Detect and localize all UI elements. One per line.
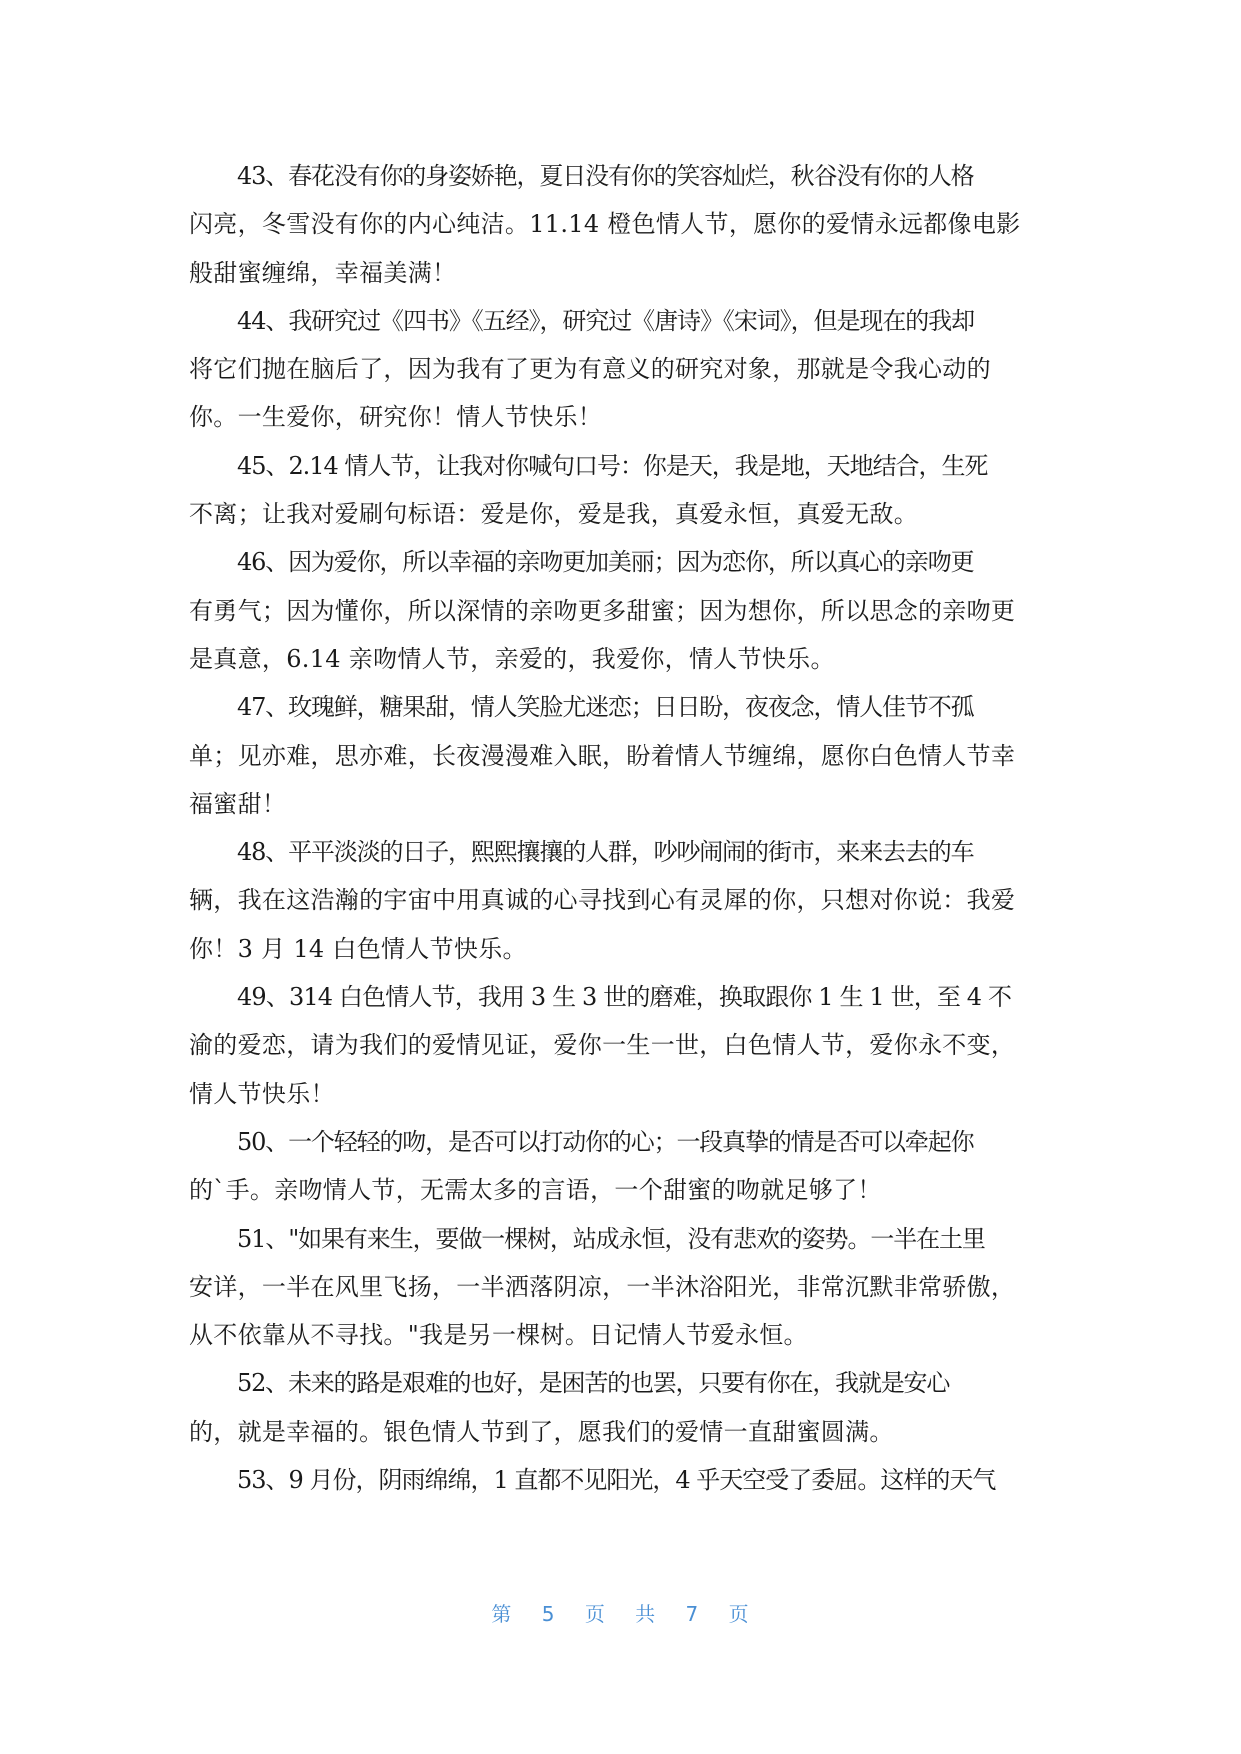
paragraph-53 (189, 1456, 1059, 1504)
text-line: 52、未来的路是艰难的也好，是困苦的也罢，只要有你在，我就是安心 (237, 1369, 950, 1398)
text-line: 的`手。亲吻情人节，无需太多的言语，一个甜蜜的吻就足够了！ (189, 1176, 882, 1205)
text-line: 般甜蜜缠绵，幸福美满！ (189, 258, 457, 287)
paragraph-52 (189, 1359, 1059, 1456)
paragraph-46 (189, 538, 1059, 683)
text-line: 渝的爱恋，请为我们的爱情见证，爱你一生一世，白色情人节，爱你永不变， (189, 1031, 1016, 1060)
text-line: 不离；让我对爱刷句标语：爱是你，爱是我，真爱永恒，真爱无敌。 (189, 500, 918, 529)
text-line: 安详，一半在风里飞扬，一半洒落阴凉，一半沐浴阳光，非常沉默非常骄傲， (189, 1272, 1016, 1301)
paragraph-44 (189, 297, 1059, 442)
paragraph-48 (189, 828, 1059, 973)
text-line: 51、"如果有来生，要做一棵树，站成永恒，没有悲欢的姿势。一半在土里 (237, 1224, 985, 1253)
text-line: 的，就是幸福的。银色情人节到了，愿我们的爱情一直甜蜜圆满。 (189, 1417, 894, 1446)
text-line: 50、一个轻轻的吻，是否可以打动你的心；一段真挚的情是否可以牵起你 (237, 1127, 974, 1156)
text-line: 辆，我在这浩瀚的宇宙中用真诚的心寻找到心有灵犀的你，只想对你说：我爱 (189, 886, 1016, 915)
paragraph-51 (189, 1215, 1059, 1360)
text-line: 从不依靠从不寻找。"我是另一棵树。日记情人节爱永恒。 (189, 1321, 808, 1350)
text-line: 情人节快乐！ (189, 1079, 335, 1108)
paragraph-43 (189, 152, 1059, 297)
page-number-footer: 第 5 页 共 7 页 (491, 1602, 750, 1626)
text-line: 46、因为爱你，所以幸福的亲吻更加美丽；因为恋你，所以真心的亲吻更 (237, 548, 974, 577)
document-body (189, 152, 1059, 1504)
text-line: 45、2.14 情人节，让我对你喊句口号：你是天，我是地，天地结合，生死 (237, 451, 988, 480)
text-line: 是真意，6.14 亲吻情人节，亲爱的，我爱你，情人节快乐。 (189, 644, 835, 673)
paragraph-50 (189, 1118, 1059, 1215)
paragraph-47 (189, 683, 1059, 828)
text-line: 48、平平淡淡的日子，熙熙攘攘的人群，吵吵闹闹的街市，来来去去的车 (237, 838, 974, 867)
text-line: 将它们抛在脑后了，因为我有了更为有意义的研究对象，那就是令我心动的 (189, 355, 991, 384)
paragraph-49 (189, 973, 1059, 1118)
text-line: 44、我研究过《四书》《五经》，研究过《唐诗》《宋词》，但是现在的我却 (237, 306, 975, 335)
text-line: 单；见亦难，思亦难，长夜漫漫难入眠，盼着情人节缠绵，愿你白色情人节幸 (189, 741, 1016, 770)
text-line: 你。一生爱你，研究你！情人节快乐！ (189, 403, 603, 432)
text-line: 你！3 月 14 白色情人节快乐。 (189, 934, 527, 963)
paragraph-45 (189, 442, 1059, 539)
text-line: 43、春花没有你的身姿娇艳，夏日没有你的笑容灿烂，秋谷没有你的人格 (237, 162, 974, 190)
text-line: 49、314 白色情人节，我用 3 生 3 世的磨难，换取跟你 1 生 1 世，至 4 不 (237, 983, 1012, 1012)
text-line: 闪亮，冬雪没有你的内心纯洁。11.14 橙色情人节，愿你的爱情永远都像电影 (189, 210, 1021, 239)
text-line: 53、9 月份，阴雨绵绵，1 直都不见阳光，4 乎天空受了委屈。这样的天气 (237, 1466, 996, 1495)
text-line: 福蜜甜！ (189, 789, 287, 818)
text-line: 47、玫瑰鲜，糖果甜，情人笑脸尤迷恋；日日盼，夜夜念，情人佳节不孤 (237, 693, 974, 722)
text-line: 有勇气；因为懂你，所以深情的亲吻更多甜蜜；因为想你，所以思念的亲吻更 (189, 596, 1016, 625)
